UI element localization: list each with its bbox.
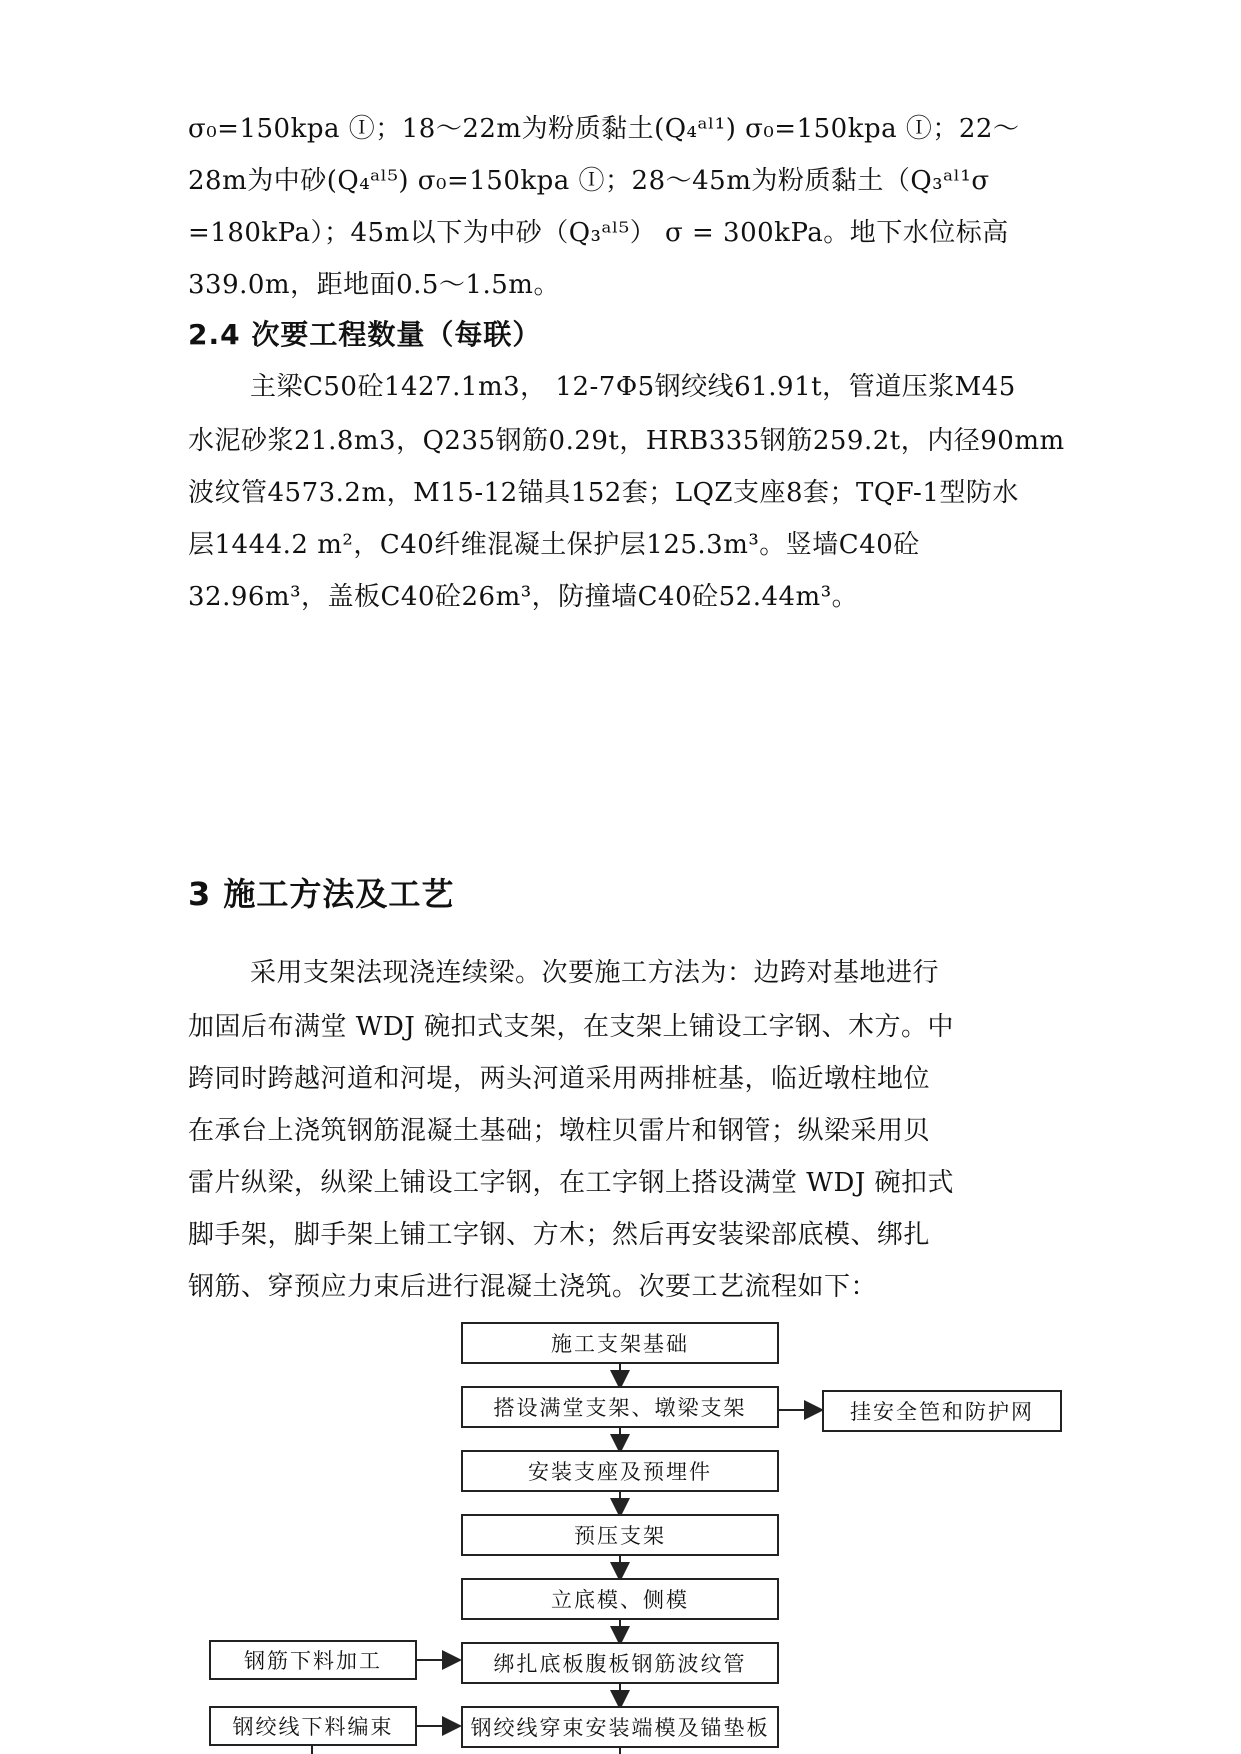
- body-line: 层1444.2 m²，C40纤维混凝土保护层125.3m³。竖墙C40砼: [188, 530, 920, 560]
- flow-step-preload-support: 预压支架: [461, 1514, 779, 1556]
- body-line: 加固后布满堂 WDJ 碗扣式支架，在支架上铺设工字钢、木方。中: [188, 1012, 955, 1042]
- flow-step-install-bearings: 安装支座及预埋件: [461, 1450, 779, 1492]
- section-2-4-title: 2.4 次要工程数量（每联）: [188, 318, 542, 351]
- body-line: 主梁C50砼1427.1m3， 12-7Φ5钢绞线61.91t，管道压浆M45: [250, 372, 1016, 402]
- flow-step-strand-bundling: 钢绞线下料编束: [209, 1706, 417, 1746]
- body-line: =180kPa）；45m以下为中砂（Q₃ᵃˡ⁵） σ = 300kPa。地下水位标高: [188, 218, 1009, 248]
- flow-step-support-foundation: 施工支架基础: [461, 1322, 779, 1364]
- flow-step-rebar-cutting: 钢筋下料加工: [209, 1640, 417, 1680]
- flow-step-erect-scaffold: 搭设满堂支架、墩梁支架: [461, 1386, 779, 1428]
- body-line: 采用支架法现浇连续梁。次要施工方法为：边跨对基地进行: [250, 958, 940, 988]
- flow-step-safety-net: 挂安全笆和防护网: [822, 1390, 1062, 1432]
- body-line: 跨同时跨越河道和河堤，两头河道采用两排桩基，临近墩柱地位: [188, 1064, 931, 1094]
- body-line: 28m为中砂(Q₄ᵃˡ⁵) σ₀=150kpa Ⓘ；28～45m为粉质黏土（Q₃ᵃˡ¹σ: [188, 166, 990, 196]
- flow-step-formwork: 立底模、侧模: [461, 1578, 779, 1620]
- body-line: 波纹管4573.2m，M15-12锚具152套；LQZ支座8套；TQF-1型防水: [188, 478, 1019, 508]
- section-3-title: 3 施工方法及工艺: [188, 875, 455, 913]
- body-line: 雷片纵梁，纵梁上铺设工字钢，在工字钢上搭设满堂 WDJ 碗扣式: [188, 1168, 955, 1198]
- body-line: 脚手架，脚手架上铺工字钢、方木；然后再安装梁部底模、绑扎: [188, 1220, 931, 1250]
- body-line: 钢筋、穿预应力束后进行混凝土浇筑。次要工艺流程如下：: [188, 1272, 878, 1302]
- body-line: 339.0m，距地面0.5～1.5m。: [188, 270, 560, 300]
- flow-step-rebar-ducts: 绑扎底板腹板钢筋波纹管: [461, 1642, 779, 1684]
- body-line: σ₀=150kpa Ⓘ；18～22m为粉质黏土(Q₄ᵃˡ¹) σ₀=150kpa Ⓘ；22～: [188, 114, 1020, 144]
- body-line: 水泥砂浆21.8m3，Q235钢筋0.29t，HRB335钢筋259.2t，内径90mm: [188, 426, 1065, 456]
- body-line: 在承台上浇筑钢筋混凝土基础；墩柱贝雷片和钢管；纵梁采用贝: [188, 1116, 931, 1146]
- flow-step-strand-threading: 钢绞线穿束安装端模及锚垫板: [461, 1706, 779, 1748]
- body-line: 32.96m³，盖板C40砼26m³，防撞墙C40砼52.44m³。: [188, 582, 859, 612]
